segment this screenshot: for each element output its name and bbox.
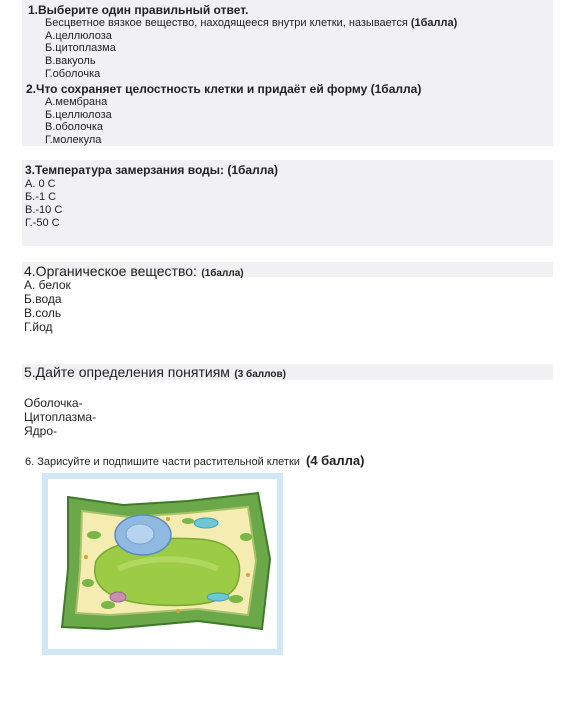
mitochondrion bbox=[194, 518, 218, 528]
chloroplast bbox=[101, 601, 115, 609]
q6-question-text: 6. Зарисуйте и подпишите части растительной клетки bbox=[25, 456, 300, 468]
q3-option-b: Б.-1 С bbox=[25, 191, 57, 203]
chloroplast bbox=[240, 533, 252, 541]
q1-question bbox=[45, 18, 457, 29]
q3-question bbox=[25, 164, 278, 176]
plant-cell-figure-frame bbox=[42, 473, 283, 655]
q2-question-text: 2.Что сохраняет целостность клетки и придаёт ей форму bbox=[26, 82, 368, 96]
granule bbox=[84, 555, 88, 559]
q2-option-a: А.мембрана bbox=[45, 96, 108, 108]
q1-question-text: Бесцветное вязкое вещество, находящееся внутри клетки, называется bbox=[45, 17, 408, 29]
chloroplast bbox=[229, 595, 243, 603]
q4-option-d: Г.йод bbox=[24, 320, 53, 334]
q5-term-3: Ядро- bbox=[24, 424, 58, 438]
q5-term-2: Цитоплазма- bbox=[24, 410, 97, 424]
plant-cell-illustration bbox=[48, 479, 277, 649]
q3-option-d: Г.-50 С bbox=[25, 217, 60, 229]
q6-points: (4 балла) bbox=[305, 453, 365, 468]
chloroplast bbox=[182, 518, 194, 524]
q4-question-text: 4.Органическое вещество: bbox=[24, 263, 197, 279]
q2-option-c: В.оболочка bbox=[45, 121, 104, 133]
q6-question bbox=[25, 454, 365, 468]
chloroplast bbox=[87, 531, 101, 539]
q4-points: (1балла) bbox=[201, 268, 244, 279]
q1-option-a: А.целлюлоза bbox=[45, 30, 112, 42]
q3-option-a: А. 0 С bbox=[25, 178, 56, 190]
q5-term-1: Оболочка- bbox=[24, 396, 83, 410]
q1-option-d: Г.оболочка bbox=[45, 68, 101, 80]
q2-option-b: Б.целлюлоза bbox=[45, 109, 112, 121]
q1-option-c: В.вакуоль bbox=[45, 55, 96, 67]
chloroplast bbox=[82, 579, 94, 587]
q4-option-a: А. белок bbox=[24, 278, 71, 292]
q2-question bbox=[26, 83, 421, 95]
organelle bbox=[110, 592, 126, 602]
q1-title: 1.Выберите один правильный ответ. bbox=[28, 3, 249, 17]
q1-option-b: Б.цитоплазма bbox=[45, 42, 116, 54]
q5-points: (3 баллов) bbox=[234, 369, 286, 380]
q3-question-text: 3.Температура замерзания воды: bbox=[25, 163, 224, 177]
granule bbox=[166, 517, 170, 521]
granule bbox=[176, 609, 180, 613]
nucleolus bbox=[126, 524, 154, 544]
q2-option-d: Г.молекула bbox=[45, 134, 102, 146]
plant-cell-figure bbox=[48, 479, 277, 649]
q1-points: (1балла) bbox=[410, 17, 458, 29]
q4-option-b: Б.вода bbox=[24, 292, 62, 306]
mitochondrion bbox=[207, 593, 229, 601]
q5-question-text: 5.Дайте определения понятиям bbox=[24, 364, 230, 380]
q2-points: (1балла) bbox=[370, 82, 422, 96]
q4-option-c: В.соль bbox=[24, 306, 62, 320]
q3-points: (1балла) bbox=[227, 163, 278, 177]
q3-option-c: В.-10 С bbox=[25, 204, 63, 216]
granule bbox=[246, 573, 250, 577]
q5-question bbox=[24, 365, 286, 381]
